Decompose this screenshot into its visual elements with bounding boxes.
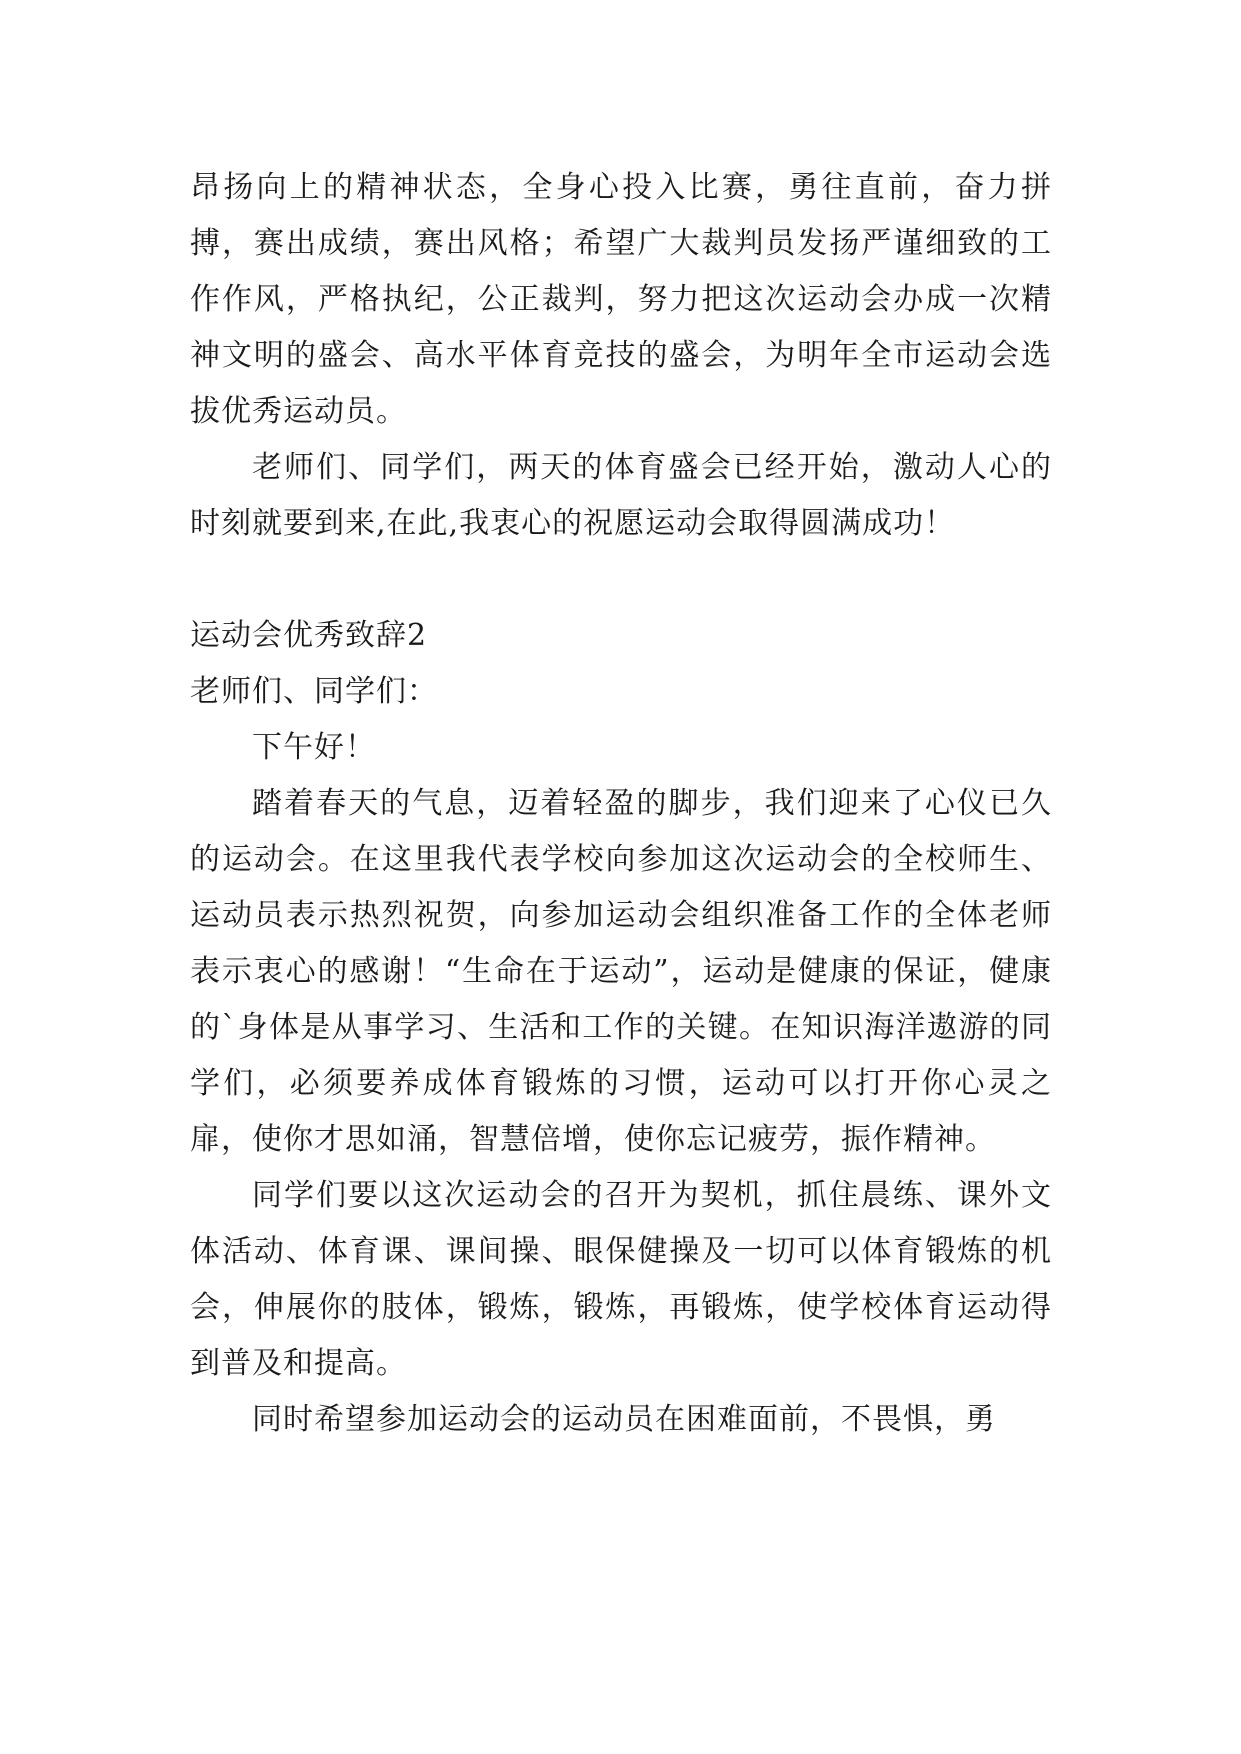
paragraph-closing: 老师们、同学们，两天的体育盛会已经开始，激动人心的时刻就要到来,在此,我衷心的祝愿运动会取得圆满成功！	[190, 450, 1052, 541]
paragraph-continued: 昂扬向上的精神状态，全身心投入比赛，勇往直前，奋力拼搏，赛出成绩，赛出风格；希望广大裁判员发扬严谨细致的工作作风，严格执纪，公正裁判，努力把这次运动会办成一次精神文明的盛会、高水平体育竞技的盛会，为明年全市运动会选拔优秀运动员。	[190, 170, 1052, 429]
paragraph-2: 同学们要以这次运动会的召开为契机，抓住晨练、课外文体活动、体育课、课间操、眼保健操及一切可以体育锻炼的机会，伸展你的肢体，锻炼，锻炼，再锻炼，使学校体育运动得到普及和提高。	[190, 1178, 1052, 1381]
paragraph-3: 同时希望参加运动会的运动员在困难面前，不畏惧，勇	[252, 1402, 996, 1437]
greeting: 下午好！	[252, 730, 376, 765]
paragraph-1: 踏着春天的气息，迈着轻盈的脚步，我们迎来了心仪已久的运动会。在这里我代表学校向参加这次运动会的全校师生、运动员表示热烈祝贺，向参加运动会组织准备工作的全体老师表示衷心的感谢！“生命在于运动”，运动是健康的保证，健康的`身体是从事学习、生活和工作的关键。在知识海洋遨游的同学们，必须要养成体育锻炼的习惯，运动可以打开你心灵之扉，使你才思如涌，智慧倍增，使你忘记疲劳，振作精神。	[190, 786, 1052, 1157]
section-title: 运动会优秀致辞2	[190, 618, 428, 653]
document-body	[190, 160, 1052, 1448]
salutation: 老师们、同学们：	[190, 674, 438, 709]
